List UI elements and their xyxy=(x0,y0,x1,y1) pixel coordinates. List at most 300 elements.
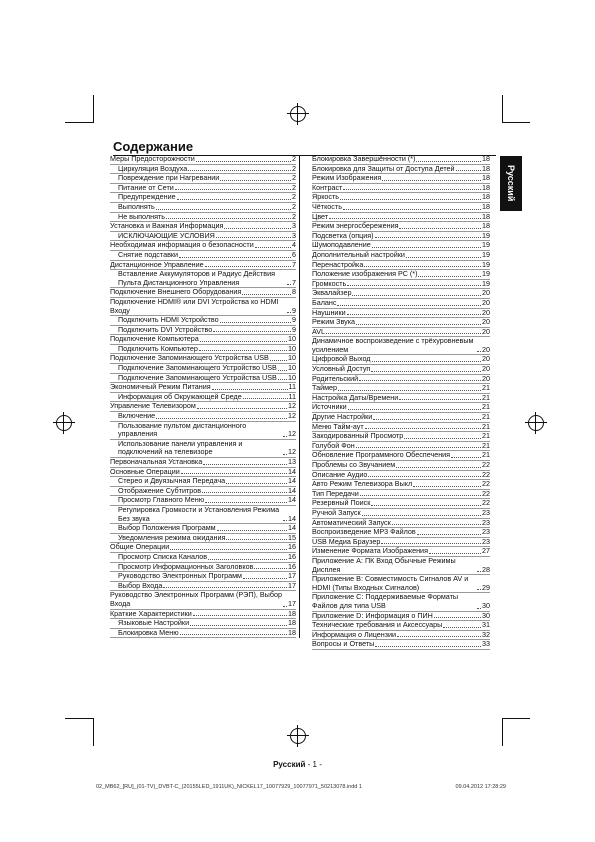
dot-leader xyxy=(352,295,481,296)
toc-entry-title: Подключение Запоминающего Устройства USB xyxy=(118,372,277,382)
toc-entry-page: 18 xyxy=(482,182,490,192)
toc-entry-title: Руководство Электронных Программ xyxy=(118,571,242,581)
toc-entry-title: Информация о Лицензии xyxy=(312,629,397,639)
toc-entry-page: 14 xyxy=(288,485,296,495)
toc-entry-title: Меры Предосторожности xyxy=(110,154,195,163)
toc-entry-title: Уведомления режима ожидания xyxy=(118,532,226,542)
toc-entry-page: 10 xyxy=(288,363,296,373)
dot-leader xyxy=(343,189,481,190)
toc-entry-title: Отображение Субтитров xyxy=(118,485,202,495)
dot-leader xyxy=(373,419,481,420)
toc-entry-title: Вопросы и Ответы xyxy=(312,639,375,649)
toc-entry-title: Подключить HDMI Устройство xyxy=(118,315,219,325)
dot-leader xyxy=(202,492,287,493)
dot-leader xyxy=(413,486,481,487)
toc-entry-title: Стерео и Двуязычная Передача xyxy=(118,476,226,486)
toc-entry[interactable] xyxy=(312,337,490,355)
toc-entry-page: 33 xyxy=(482,639,490,649)
dot-leader xyxy=(156,209,291,210)
dot-leader xyxy=(283,520,287,521)
toc-entry-title: Цвет xyxy=(312,211,329,221)
toc-entry-title: Автоматический Запуск xyxy=(312,517,391,527)
crop-mark xyxy=(93,95,94,123)
dot-leader xyxy=(208,559,287,560)
toc-entry-title: Эквалайзер xyxy=(312,288,352,298)
toc-entry-title: Закодированный Просмотр xyxy=(312,431,404,441)
toc-entry-title: Ручной Запуск xyxy=(312,507,361,517)
toc-entry-title: Тип Передачи xyxy=(312,488,359,498)
toc-entry[interactable] xyxy=(110,422,296,440)
toc-entry-page: 18 xyxy=(288,618,296,628)
dot-leader xyxy=(329,218,481,219)
toc-entry-page: 23 xyxy=(482,507,490,517)
toc-entry-page: 12 xyxy=(288,401,296,411)
dot-leader xyxy=(404,438,481,439)
dot-leader xyxy=(254,568,287,569)
toc-entry-page: 20 xyxy=(482,297,490,307)
dot-leader xyxy=(418,276,481,277)
toc-entry[interactable] xyxy=(312,375,490,385)
toc-entry-page: 11 xyxy=(288,382,296,392)
toc-entry-page: 20 xyxy=(482,344,490,354)
toc-entry-title: Снятие подставки xyxy=(118,249,179,259)
toc-left-column xyxy=(110,155,300,638)
dot-leader xyxy=(203,464,287,465)
toc-entry-title: USB Медиа Браузер xyxy=(312,536,381,546)
toc-entry-title: Родительский xyxy=(312,373,359,383)
dot-leader xyxy=(196,161,291,162)
dot-leader xyxy=(338,390,481,391)
toc-entry-title: Первоначальная Установка xyxy=(110,457,203,466)
dot-leader xyxy=(156,418,287,419)
toc-entry-page: 29 xyxy=(482,582,490,592)
toc-entry-title: Блокировка для Защиты от Доступа Детей xyxy=(312,163,455,173)
dot-leader xyxy=(243,578,287,579)
toc-entry-page: 19 xyxy=(482,278,490,288)
dot-leader xyxy=(166,218,291,219)
dot-leader xyxy=(212,389,288,390)
dot-leader xyxy=(283,436,287,437)
toc-entry-page: 21 xyxy=(482,431,490,441)
registration-mark-icon xyxy=(290,728,306,744)
toc-entry-title: Регулировка Громкости и Установления Режима Без звука xyxy=(118,504,280,523)
toc-entry-title: Вставление Аккумуляторов и Радиус Действия Пульта Дистанционного Управления xyxy=(118,269,276,287)
toc-entry-page: 17 xyxy=(288,571,296,581)
dot-leader xyxy=(220,322,291,323)
toc-entry-title: Резервный Поиск xyxy=(312,498,371,508)
slug-date: 09.04.2012 17:28:29 xyxy=(455,784,506,790)
toc-entry-page: 20 xyxy=(482,317,490,327)
dot-leader xyxy=(392,524,481,525)
toc-entry-title: Чёткость xyxy=(312,201,342,211)
toc-entry-page: 18 xyxy=(482,173,490,183)
toc-entry-page: 2 xyxy=(292,163,296,173)
toc-entry-title: Подключить DVI Устройство xyxy=(118,324,213,334)
toc-entry-page: 18 xyxy=(288,608,296,618)
toc-entry-title: Баланс xyxy=(312,297,337,307)
crop-mark xyxy=(502,95,503,123)
toc-entry-page: 18 xyxy=(482,154,490,163)
toc-entry-title: Условный Доступ xyxy=(312,364,371,374)
toc-entry-page: 10 xyxy=(288,334,296,344)
dot-leader xyxy=(399,399,481,400)
toc-entry-title: Наушники xyxy=(312,307,346,317)
toc-entry-page: 2 xyxy=(292,192,296,202)
toc-entry-title: Приложение C: Поддерживаемые Форматы Файлов для типа USB xyxy=(312,592,459,610)
toc-entry-title: Выполнять xyxy=(118,201,155,211)
toc-entry-page: 4 xyxy=(292,240,296,250)
dot-leader xyxy=(343,209,481,210)
footer-page-number: - 1 - xyxy=(307,760,322,769)
toc-entry-page: 9 xyxy=(292,324,296,334)
toc-entry-title: Приложение B: Совместимость Сигналов AV и HDMI (Типы Входных Сигналов) xyxy=(312,574,469,592)
toc-entry-title: Установка и Важная Информация xyxy=(110,221,224,231)
toc-entry-page: 19 xyxy=(482,269,490,279)
toc-entry-page: 6 xyxy=(292,249,296,259)
toc-entry-page: 17 xyxy=(288,580,296,590)
dot-leader xyxy=(243,398,288,399)
toc-entry-page: 19 xyxy=(482,249,490,259)
dot-leader xyxy=(205,502,287,503)
dot-leader xyxy=(364,266,481,267)
toc-entry-title: Технические требования и Аксессуары xyxy=(312,620,443,630)
dot-leader xyxy=(372,361,482,362)
toc-entry-page: 14 xyxy=(288,495,296,505)
toc-entry-page: 19 xyxy=(482,259,490,269)
dot-leader xyxy=(362,515,481,516)
language-tab: Русский xyxy=(500,156,522,211)
toc-entry-title: AVL xyxy=(312,326,326,336)
toc-entry-title: Описание Аудио xyxy=(312,469,368,479)
dot-leader xyxy=(175,189,291,190)
dot-leader xyxy=(371,371,481,372)
toc-entry-page: 28 xyxy=(482,564,490,574)
footer-language: Русский xyxy=(273,760,306,769)
toc-entry-page: 2 xyxy=(292,154,296,163)
dot-leader xyxy=(443,627,481,628)
toc-entry-title: Языковые Настройки xyxy=(118,618,190,628)
dot-leader xyxy=(242,294,291,295)
toc-entry-page: 16 xyxy=(288,542,296,552)
toc-entry-title: Перенастройка xyxy=(312,259,364,269)
toc-entry-title: Приложение D: Информация о ПИН xyxy=(312,610,433,620)
toc-entry-page: 10 xyxy=(288,372,296,382)
toc-entry-page: 30 xyxy=(482,600,490,610)
toc-entry-title: Блокировка Завершённости (*) xyxy=(312,154,416,163)
toc-entry-title: Режим Изображения xyxy=(312,173,382,183)
dot-leader xyxy=(371,505,481,506)
dot-leader xyxy=(226,483,287,484)
toc-entry-title: Использование панели управления и подключений на телевизоре xyxy=(118,438,243,457)
toc-entry-title: Яркость xyxy=(312,192,340,202)
dot-leader xyxy=(368,476,481,477)
toc-entry-page: 13 xyxy=(288,457,296,466)
toc-entry-page: 21 xyxy=(482,440,490,450)
toc-entry-title: Включение xyxy=(118,411,156,421)
dot-leader xyxy=(477,351,481,352)
toc-entry-title: Приложение А: ПК Вход Обычные Режимы Дисплея xyxy=(312,555,456,574)
toc-entry-page: 20 xyxy=(482,307,490,317)
dot-leader xyxy=(217,530,287,531)
crop-mark xyxy=(502,718,503,746)
toc-entry-title: Питание от Сети xyxy=(118,182,174,192)
toc-entry[interactable] xyxy=(312,557,490,575)
toc-entry-title: Выбор Положения Программ xyxy=(118,523,216,533)
toc-entry-page: 22 xyxy=(482,460,490,469)
toc-entry-page: 9 xyxy=(292,315,296,325)
toc-entry-title: Шумоподавление xyxy=(312,240,371,250)
crop-mark xyxy=(502,718,530,719)
toc-entry-page: 7 xyxy=(292,277,296,287)
dot-leader xyxy=(477,571,481,572)
dot-leader xyxy=(197,408,287,409)
dot-leader xyxy=(372,247,481,248)
dot-leader xyxy=(179,257,291,258)
toc-entry-page: 20 xyxy=(482,326,490,336)
dot-leader xyxy=(356,447,481,448)
dot-leader xyxy=(356,324,481,325)
toc-entry-page: 32 xyxy=(482,629,490,639)
toc-entry[interactable] xyxy=(312,289,490,299)
toc-entry-page: 20 xyxy=(482,288,490,298)
toc-entry-page: 21 xyxy=(482,402,490,412)
registration-mark-icon xyxy=(290,106,306,122)
toc-entry-page: 21 xyxy=(482,412,490,422)
toc-entry-title: Динамичное воспроизведение с трёхуровневым усилением xyxy=(312,336,474,354)
dot-leader xyxy=(347,314,481,315)
dot-leader xyxy=(360,495,481,496)
toc-entry-title: Повреждение при Нагревании xyxy=(118,173,220,183)
toc-entry-page: 14 xyxy=(288,466,296,476)
dot-leader xyxy=(396,467,481,468)
toc-entry-page: 12 xyxy=(288,429,296,439)
toc-entry[interactable] xyxy=(110,270,296,288)
toc-entry-title: Общие Операции xyxy=(110,542,170,552)
toc-entry-title: Подключение Компьютера xyxy=(110,334,199,344)
toc-entry-page: 21 xyxy=(482,421,490,431)
toc-entry[interactable] xyxy=(312,640,490,650)
toc-entry-page: 20 xyxy=(482,364,490,374)
toc-entry-title: Подключить Компьютер xyxy=(118,343,198,353)
dot-leader xyxy=(381,543,481,544)
toc-entry-page: 23 xyxy=(482,527,490,537)
toc-entry-title: Режим Звука xyxy=(312,317,356,327)
toc-entry-page: 2 xyxy=(292,173,296,183)
toc-entry-page: 20 xyxy=(482,373,490,383)
toc-entry-page: 31 xyxy=(482,620,490,630)
toc-entry-page: 14 xyxy=(288,513,296,523)
slug-filename: 02_MB62_[RU]_(01-TV)_DVBT-C_(20155LED_1911UK)_NICKEL17_10077929_10077971_50213078.indd 1 xyxy=(96,784,362,790)
dot-leader xyxy=(359,380,481,381)
dot-leader xyxy=(283,606,287,607)
toc-entry[interactable] xyxy=(110,440,296,458)
toc-entry-title: Циркуляция Воздуха xyxy=(118,163,188,173)
toc-entry-page: 18 xyxy=(482,163,490,173)
toc-entry-title: Подключение Запоминающего Устройство USB xyxy=(118,363,277,373)
dot-leader xyxy=(326,333,481,334)
toc-entry-page: 2 xyxy=(292,201,296,211)
toc-entry-page: 2 xyxy=(292,182,296,192)
toc-entry-page: 22 xyxy=(482,488,490,498)
toc-entry-title: Проблемы со Звучанием xyxy=(312,460,396,469)
dot-leader xyxy=(382,180,481,181)
toc-entry-page: 10 xyxy=(288,353,296,363)
toc-entry-title: Блокировка Меню xyxy=(118,627,179,637)
toc-entry-title: Подключение Запоминающего Устройства USB xyxy=(110,353,269,363)
toc-entry-title: Режим энергосбережения xyxy=(312,221,399,231)
registration-mark-icon xyxy=(528,415,544,431)
toc-entry-title: Подсветка (опция) xyxy=(312,230,374,240)
dot-leader xyxy=(283,454,287,455)
dot-leader xyxy=(200,341,287,342)
toc-entry-title: Авто Режим Телевизора Выкл xyxy=(312,479,413,489)
toc-entry-page: 22 xyxy=(482,479,490,489)
dot-leader xyxy=(456,170,481,171)
toc-entry-title: Источники xyxy=(312,402,347,412)
registration-mark-icon xyxy=(56,415,72,431)
dot-leader xyxy=(216,237,291,238)
dot-leader xyxy=(416,161,481,162)
toc-entry-page: 18 xyxy=(482,192,490,202)
toc-entry[interactable] xyxy=(312,593,490,611)
toc-entry-title: Воспроизведение MP3 Файлов xyxy=(312,527,416,537)
dot-leader xyxy=(397,636,481,637)
toc-entry-title: Предупреждение xyxy=(118,192,176,202)
dot-leader xyxy=(199,350,287,351)
dot-leader xyxy=(477,608,481,609)
toc-entry-page: 19 xyxy=(482,230,490,240)
toc-entry[interactable] xyxy=(110,506,296,524)
toc-entry-title: Меню Тайм-аут xyxy=(312,421,364,431)
toc-entry-page: 2 xyxy=(292,211,296,221)
toc-entry-title: Изменение Формата Изображения xyxy=(312,546,428,556)
toc-entry-title: Контраст xyxy=(312,182,343,192)
toc-entry-page: 21 xyxy=(482,450,490,460)
toc-entry-title: Обновление Программного Обеспечения xyxy=(312,450,451,460)
dot-leader xyxy=(375,237,481,238)
toc-entry-page: 16 xyxy=(288,561,296,571)
dot-leader xyxy=(287,312,291,313)
toc-entry-title: Просмотр Информационных Заголовков xyxy=(118,561,254,571)
toc-entry-page: 12 xyxy=(288,447,296,457)
dot-leader xyxy=(163,587,287,588)
toc-entry-title: Цифровой Выход xyxy=(312,354,371,364)
toc-entry-title: Настройка Даты/Времени xyxy=(312,392,399,402)
toc-entry-title: Необходимая информация о безопасности xyxy=(110,240,254,250)
toc-entry-page: 14 xyxy=(288,523,296,533)
toc-entry-page: 27 xyxy=(482,546,490,556)
toc-entry-page: 19 xyxy=(482,240,490,250)
dot-leader xyxy=(224,228,291,229)
toc-entry[interactable] xyxy=(312,575,490,593)
toc-entry-title: Подключение Внешнего Оборудования xyxy=(110,287,242,297)
toc-entry-page: 11 xyxy=(288,391,296,401)
toc-entry-page: 18 xyxy=(288,627,296,637)
toc-entry-page: 30 xyxy=(482,610,490,620)
toc-right-column xyxy=(312,155,490,650)
toc-entry-page: 21 xyxy=(482,392,490,402)
dot-leader xyxy=(477,589,481,590)
crop-mark xyxy=(65,122,93,123)
toc-entry-page: 7 xyxy=(292,259,296,269)
dot-leader xyxy=(365,428,481,429)
toc-entry-title: ИСКЛЮЧАЮЩИЕ УСЛОВИЯ xyxy=(118,230,215,240)
dot-leader xyxy=(337,305,481,306)
dot-leader xyxy=(375,646,481,647)
toc-entry-page: 17 xyxy=(288,598,296,608)
footer xyxy=(0,760,595,769)
print-slug xyxy=(96,784,506,790)
toc-entry-page: 10 xyxy=(288,343,296,353)
toc-entry-title: Не выполнять xyxy=(118,211,165,221)
toc-entry-title: Пользование пультом дистанционного управления xyxy=(118,420,247,439)
toc-entry-title: Выбор Входа xyxy=(118,580,163,590)
toc-entry[interactable] xyxy=(110,629,296,639)
dot-leader xyxy=(220,180,291,181)
toc-entry-page: 18 xyxy=(482,201,490,211)
toc-entry-title: Таймер xyxy=(312,383,338,393)
toc-entry-page: 3 xyxy=(292,230,296,240)
dot-leader xyxy=(406,257,481,258)
dot-leader xyxy=(278,379,287,380)
dot-leader xyxy=(347,285,481,286)
dot-leader xyxy=(399,228,481,229)
toc-entry-title: Дистанционное Управление xyxy=(110,259,204,269)
toc-entry[interactable] xyxy=(110,298,296,316)
toc-entry-title: Краткие Характеристики xyxy=(110,608,192,618)
toc-entry-title: Экономичный Режим Питания xyxy=(110,382,211,392)
dot-leader xyxy=(177,199,291,200)
toc-entry-page: 12 xyxy=(288,411,296,421)
toc-entry-page: 23 xyxy=(482,517,490,527)
dot-leader xyxy=(340,199,481,200)
toc-entry-page: 9 xyxy=(292,305,296,315)
toc-entry-page: 22 xyxy=(482,469,490,479)
toc-entry-title: Громкость xyxy=(312,278,347,288)
toc-entry-page: 8 xyxy=(292,287,296,297)
dot-leader xyxy=(205,266,291,267)
toc-entry-title: Просмотр Главного Меню xyxy=(118,495,205,505)
dot-leader xyxy=(348,409,481,410)
toc-entry-page: 15 xyxy=(288,532,296,542)
dot-leader xyxy=(188,170,291,171)
toc-entry-title: Информация об Окружающей Среде xyxy=(118,391,242,401)
toc-entry-page: 21 xyxy=(482,383,490,393)
dot-leader xyxy=(193,615,287,616)
dot-leader xyxy=(278,370,287,371)
dot-leader xyxy=(226,539,287,540)
toc-entry-title: Подключение HDMI® или DVI Устройства ко HDMI Входу xyxy=(110,296,279,315)
crop-mark xyxy=(65,718,93,719)
crop-mark xyxy=(93,718,94,746)
toc-entry[interactable] xyxy=(312,203,490,213)
dot-leader xyxy=(190,625,287,626)
toc-entry[interactable] xyxy=(110,591,296,609)
dot-leader xyxy=(213,331,291,332)
toc-entry-title: Голубой Фон xyxy=(312,440,355,450)
toc-entry-page: 23 xyxy=(482,536,490,546)
dot-leader xyxy=(255,247,291,248)
toc-entry-page: 3 xyxy=(292,221,296,231)
toc-entry-page: 22 xyxy=(482,498,490,508)
toc-entry-title: Дополнительный настройки xyxy=(312,249,405,259)
dot-leader xyxy=(270,360,287,361)
toc-entry-page: 18 xyxy=(482,221,490,231)
page-title: Содержание xyxy=(113,139,496,156)
dot-leader xyxy=(429,553,481,554)
toc-entry[interactable] xyxy=(312,318,490,328)
dot-leader xyxy=(417,534,481,535)
